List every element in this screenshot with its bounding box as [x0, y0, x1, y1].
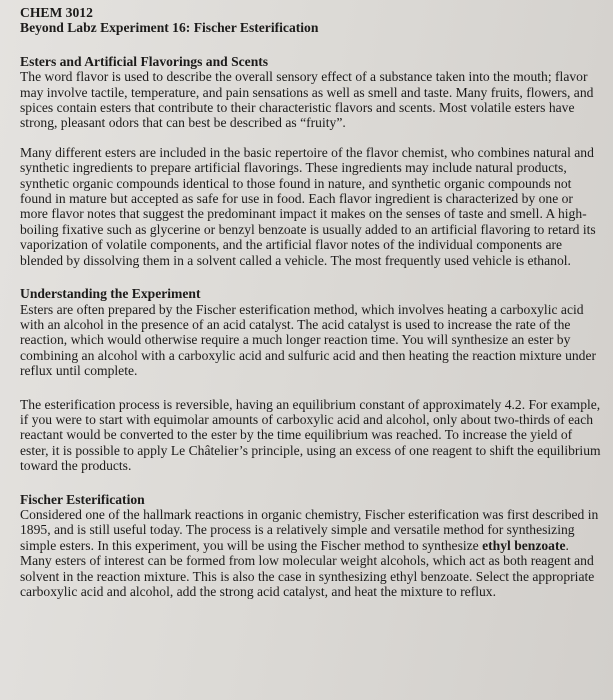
course-code: CHEM 3012 [20, 5, 93, 20]
section-heading-esters: Esters and Artificial Flavorings and Scents [20, 53, 269, 69]
ethyl-benzoate-term: ethyl benzoate [482, 537, 566, 553]
section-heading-fischer: Fischer Esterification [20, 491, 145, 507]
section-heading-understanding: Understanding the Experiment [20, 286, 201, 302]
paragraph-flavor-definition: The word flavor is used to describe the overall sensory effect of a substance taken into the mouth; flavor may involve tactile, temperature, and pain sensations as well as smell and taste. Many fruits, flowers, and spices contain esters that contribute to their characteristic flavors and scents. Most volatile esters have strong, pleasant odors that can best be described as “fruity”. [20, 69, 594, 131]
paragraph-fischer-history [20, 507, 603, 599]
paragraph-fischer-history-part2: . Many esters of interest can be formed from low molecular weight alcohols, which act as both reagent and solvent in the reaction mixture. This is also the case in synthesizing ethyl benzoate. Select the appropriate carboxylic acid and alcohol, add the strong acid catalyst, and heat the mixture to reflux. [20, 537, 595, 599]
experiment-title: Beyond Labz Experiment 16: Fischer Esterification [20, 20, 319, 36]
paragraph-equilibrium: The esterification process is reversible, having an equilibrium constant of approximately 4.2. For example, if you were to start with equimolar amounts of carboxylic acid and alcohol, only about two-thirds of each reactant would be converted to the ester by the time equilibrium was reached. To increase the yield of ester, it is possible to apply Le Châtelier’s principle, using an excess of one reagent to shift the equilibrium toward the products. [20, 396, 601, 474]
paragraph-fischer-history-part1: Considered one of the hallmark reactions in organic chemistry, Fischer esterification was first described in 1895, and is still useful today. The process is a relatively simple and versatile method for synthesizing simple esters. In this experiment, you will be using the Fischer method to synthesize [20, 506, 599, 553]
paragraph-fischer-method: Esters are often prepared by the Fischer esterification method, which involves heating a carboxylic acid with an alcohol in the presence of an acid catalyst. The acid catalyst is used to increase the rate of the reaction, which would otherwise require a much longer reaction time. You will synthesize an ester by combining an alcohol with a carboxylic acid and sulfuric acid and then heating the reaction mixture under reflux until complete. [20, 301, 597, 379]
paragraph-flavor-chemist: Many different esters are included in the basic repertoire of the flavor chemist, who combines natural and synthetic ingredients to prepare artificial flavorings. These ingredients may include natural products, synthetic organic compounds identical to those found in nature, and synthetic organic compounds not found in mature but accepted as safe for use in food. Each flavor ingredient is characterized by one or more flavor notes that suggest the predominant impact it makes on the senses of taste and smell. A high-boiling fixative such as glycerine or benzyl benzoate is usually added to an artificial flavoring to retard its vaporization of volatile components, and the artificial flavor notes of the individual components are blended by dissolving them in a solvent called a vehicle. The most frequently used vehicle is ethanol. [20, 144, 596, 268]
